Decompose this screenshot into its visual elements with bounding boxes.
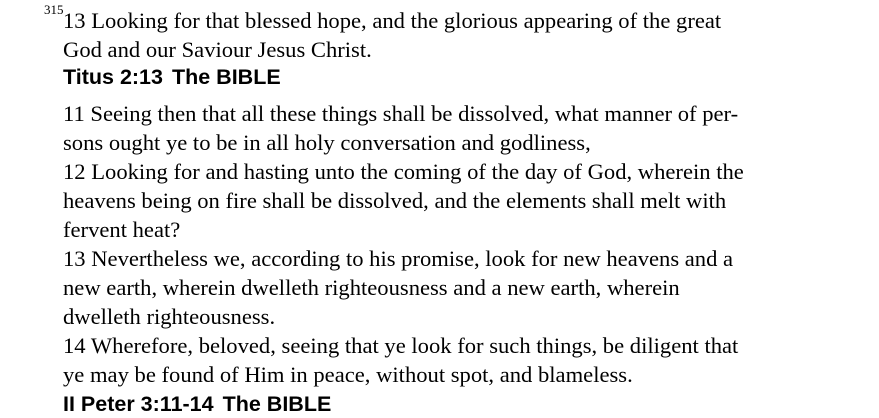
verse-line: new earth, wherein dwelleth righteousness and a new earth, wherein	[63, 275, 680, 300]
verse-line: fervent heat?	[63, 217, 181, 242]
verse-line: 14 Wherefore, beloved, seeing that ye look for such things, be diligent that	[63, 333, 739, 358]
peter-passage-text	[63, 99, 863, 389]
verse-line: dwelleth righteousness.	[63, 304, 276, 329]
scripture-source: The BIBLE	[171, 65, 281, 89]
titus-verse-text	[63, 6, 863, 64]
scripture-reference: II Peter 3:11-14	[63, 392, 214, 416]
verse-line: 12 Looking for and hasting unto the coming of the day of God, wherein the	[63, 159, 744, 184]
verse-line: heavens being on fire shall be dissolved, and the elements shall melt with	[63, 188, 727, 213]
verse-line: 13 Looking for that blessed hope, and the glorious appearing of the great	[63, 8, 722, 33]
footnote-number: 315	[44, 2, 64, 17]
verse-line: sons ought ye to be in all holy conversation and godliness,	[63, 130, 591, 155]
scripture-source: The BIBLE	[222, 392, 332, 416]
scripture-reference: Titus 2:13	[63, 65, 163, 89]
titus-reference	[63, 63, 863, 91]
peter-reference	[63, 390, 863, 418]
verse-line: ye may be found of Him in peace, without spot, and blameless.	[63, 362, 633, 387]
verse-line: 13 Nevertheless we, according to his promise, look for new heavens and a	[63, 246, 734, 271]
verse-line: 11 Seeing then that all these things shall be dissolved, what manner of per-	[63, 101, 739, 126]
verse-line: God and our Saviour Jesus Christ.	[63, 37, 372, 62]
